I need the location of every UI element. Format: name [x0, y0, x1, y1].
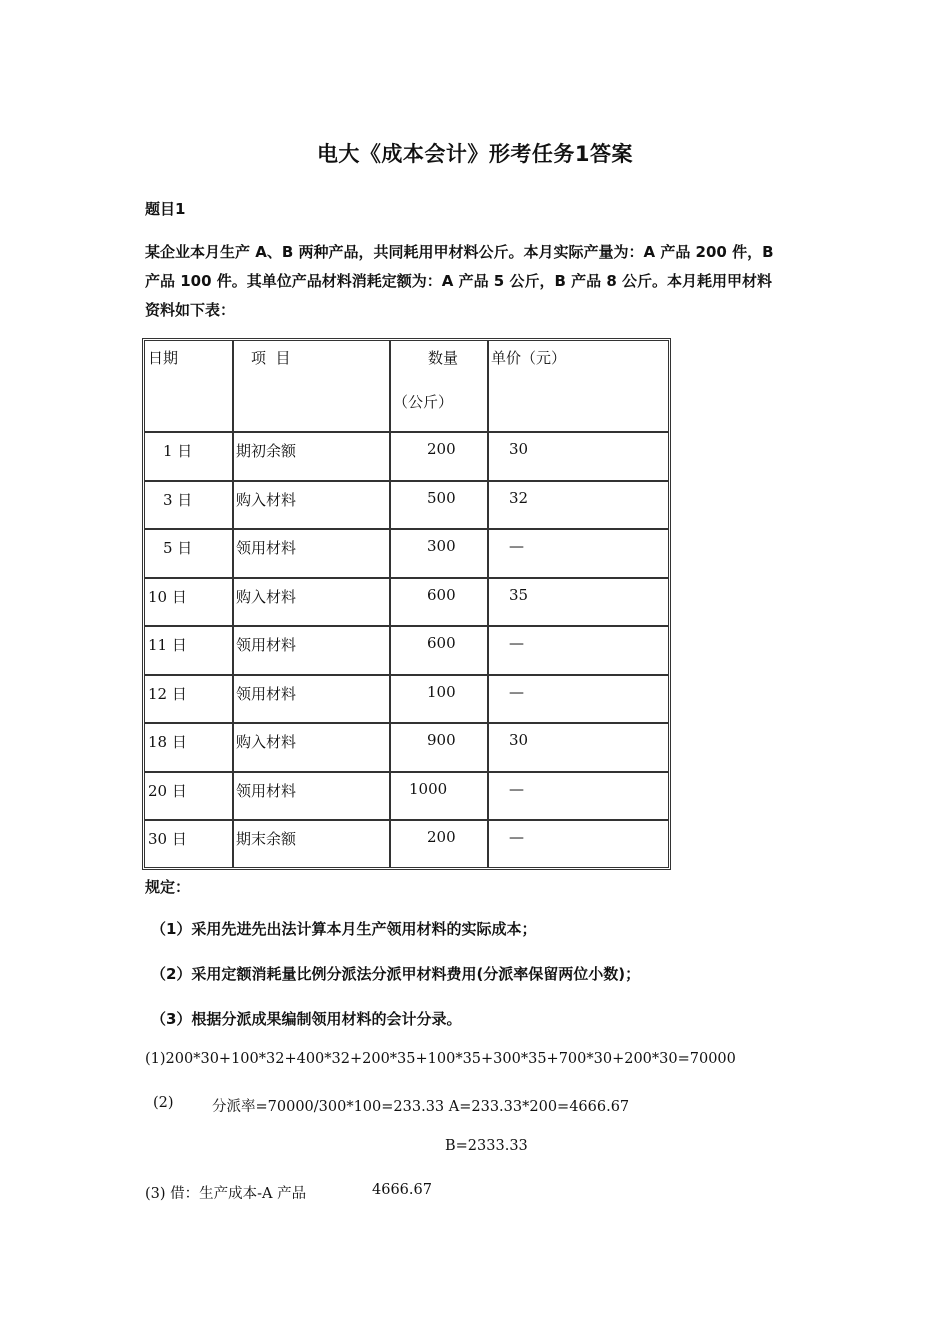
cell-price: —	[509, 537, 524, 555]
cell-date: 1 日	[163, 442, 193, 460]
cell-date: 18 日	[148, 733, 187, 751]
cell-quantity: 100	[427, 682, 456, 701]
question-heading: 题目1	[145, 200, 186, 218]
table-row	[145, 773, 668, 822]
cell-quantity: 1000	[409, 779, 448, 798]
cell-quantity: 900	[427, 731, 456, 749]
requirements-heading: 规定：	[145, 878, 191, 896]
header-date: 日期	[148, 349, 179, 367]
cell-item: 领用材料	[236, 684, 297, 703]
cell-quantity: 200	[427, 828, 456, 846]
intro-line: 产品 100 件。其单位产品材料消耗定额为：A 产品 5 公斤，B 产品 8 公斤。本月耗用甲材料	[145, 272, 773, 290]
cell-quantity: 500	[427, 488, 456, 507]
cell-quantity: 200	[427, 440, 456, 458]
cell-price: —	[509, 682, 524, 701]
answer-2-label: (2)	[153, 1095, 174, 1111]
intro-line: 某企业本月生产 A、B 两种产品，共同耗用甲材料公斤。本月实际产量为：A 产品 200 件，B	[145, 243, 774, 261]
cell-item: 购入材料	[236, 733, 297, 751]
answer-2-text: 分派率=70000/300*100=233.33 A=233.33*200=4666.67	[212, 1099, 630, 1115]
document-title: 电大《成本会计》形考任务1答案	[316, 142, 634, 166]
cell-date: 3 日	[163, 490, 193, 509]
cell-item: 领用材料	[236, 539, 297, 557]
cell-date: 10 日	[148, 587, 187, 606]
material-table	[142, 338, 671, 870]
table-row	[145, 821, 668, 867]
table-row	[145, 627, 668, 676]
cell-price: —	[509, 828, 524, 846]
table-row	[145, 482, 668, 531]
answer-1: (1)200*30+100*32+400*32+200*35+100*35+300*35+700*30+200*30=70000	[145, 1051, 736, 1067]
cell-price: —	[509, 634, 524, 652]
cell-item: 领用材料	[236, 636, 297, 654]
answer-3-label: (3) 借：生产成本-A 产品	[145, 1186, 307, 1202]
answer-3-value: 4666.67	[372, 1182, 432, 1198]
cell-price: 30	[509, 731, 529, 749]
cell-price: 30	[509, 440, 529, 458]
cell-date: 5 日	[163, 539, 193, 557]
header-price: 单价（元）	[491, 349, 567, 367]
cell-item: 购入材料	[236, 490, 297, 509]
table-header-row	[145, 341, 668, 433]
cell-date: 30 日	[148, 830, 187, 848]
requirement-item: （1）采用先进先出法计算本月生产领用材料的实际成本；	[151, 920, 537, 938]
question-intro	[145, 238, 817, 325]
cell-item: 领用材料	[236, 781, 297, 800]
requirement-item: （3）根据分派成果编制领用材料的会计分录。	[151, 1010, 462, 1028]
cell-price: 32	[509, 488, 529, 507]
cell-quantity: 600	[427, 585, 456, 604]
table-row	[145, 579, 668, 628]
intro-line: 资料如下表：	[145, 301, 236, 319]
cell-item: 期末余额	[236, 830, 297, 848]
cell-date: 12 日	[148, 684, 187, 703]
header-quantity-unit: （公斤）	[393, 393, 454, 411]
cell-quantity: 300	[427, 537, 456, 555]
cell-quantity: 600	[427, 634, 456, 652]
table-row	[145, 676, 668, 725]
answer-2-b: B=2333.33	[445, 1138, 528, 1154]
cell-date: 20 日	[148, 781, 187, 800]
table-row	[145, 530, 668, 579]
cell-item: 购入材料	[236, 587, 297, 606]
header-item: 项 目	[251, 349, 291, 367]
header-quantity: 数量	[428, 349, 459, 367]
requirement-item: （2）采用定额消耗量比例分派法分派甲材料费用(分派率保留两位小数)；	[151, 965, 641, 983]
cell-date: 11 日	[148, 636, 187, 654]
table-row	[145, 433, 668, 482]
table-row	[145, 724, 668, 773]
cell-item: 期初余额	[236, 442, 297, 460]
cell-price: 35	[509, 585, 529, 604]
cell-price: —	[509, 779, 524, 798]
